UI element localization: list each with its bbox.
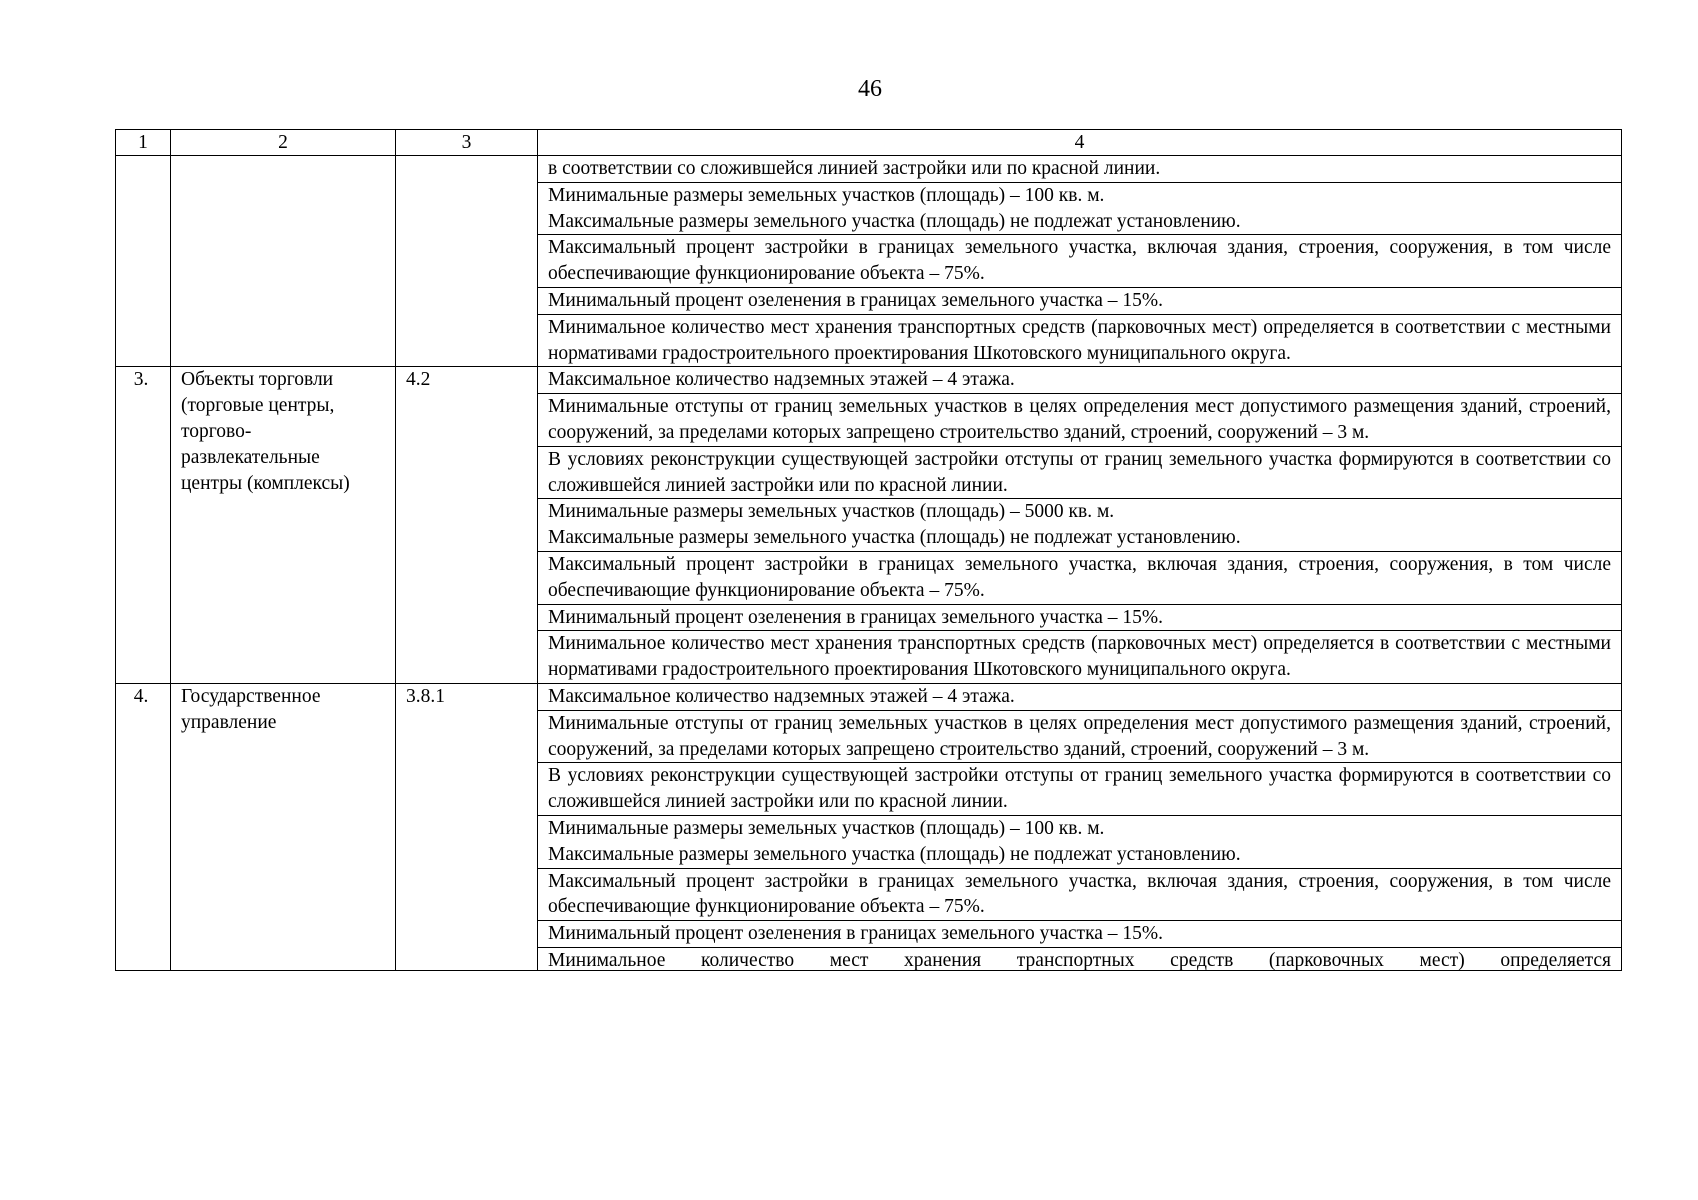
parameter-cell: Минимальные отступы от границ земельных участков в целях определения мест допустимого размещения зданий, строений, сооружений, за пределами которых запрещено строительство зданий, строений, сооружений – 3 м. — [538, 710, 1622, 763]
parameter-line: Минимальные размеры земельных участков (площадь) – 5000 кв. м. — [548, 501, 1115, 523]
header-cell: 1 — [116, 130, 171, 156]
parameter-cell: Максимальный процент застройки в границах земельного участка, включая здания, строения, сооружения, в том числе обеспечивающие функционирование объекта – 75%. — [538, 868, 1622, 921]
parameter-cell — [538, 815, 1622, 868]
parameter-cell: Минимальный процент озеленения в границах земельного участка – 15%. — [538, 604, 1622, 631]
regulations-table — [115, 129, 1622, 971]
parameter-line: Максимальные размеры земельного участка (площадь) не подлежат установлению. — [548, 527, 1241, 549]
parameter-cell: Максимальный процент застройки в границах земельного участка, включая здания, строения, сооружения, в том числе обеспечивающие функционирование объекта – 75%. — [538, 235, 1622, 288]
parameter-cell: В условиях реконструкции существующей застройки отступы от границ земельного участка формируются в соответствии со сложившейся линией застройки или по красной линии. — [538, 763, 1622, 816]
code-cell — [396, 156, 538, 367]
table-header-row — [116, 130, 1622, 156]
name-cell — [171, 156, 396, 367]
parameter-text: Минимальное количество мест хранения транспортных средств (парковочных мест) определяется — [548, 949, 1611, 970]
parameter-cell — [538, 947, 1622, 970]
table-row — [116, 156, 1622, 183]
parameter-line: Минимальные размеры земельных участков (площадь) – 100 кв. м. — [548, 817, 1105, 839]
parameter-cell — [538, 499, 1622, 552]
parameter-line: Максимальные размеры земельного участка (площадь) не подлежат установлению. — [548, 843, 1241, 865]
parameter-cell: В условиях реконструкции существующей застройки отступы от границ земельного участка формируются в соответствии со сложившейся линией застройки или по красной линии. — [538, 446, 1622, 499]
table-row — [116, 683, 1622, 710]
parameter-cell: Минимальное количество мест хранения транспортных средств (парковочных мест) определяется в соответствии с местными нормативами градостроительного проектирования Шкотовского муниципального округа. — [538, 314, 1622, 367]
number-cell: 3. — [116, 367, 171, 684]
page-number: 46 — [858, 76, 882, 102]
number-cell: 4. — [116, 683, 171, 970]
parameter-cell: Максимальное количество надземных этажей – 4 этажа. — [538, 683, 1622, 710]
parameter-cell: Минимальный процент озеленения в границах земельного участка – 15%. — [538, 287, 1622, 314]
parameter-cell: в соответствии со сложившейся линией застройки или по красной линии. — [538, 156, 1622, 183]
parameter-cell: Максимальный процент застройки в границах земельного участка, включая здания, строения, сооружения, в том числе обеспечивающие функционирование объекта – 75%. — [538, 551, 1622, 604]
parameter-cell: Минимальные отступы от границ земельных участков в целях определения мест допустимого размещения зданий, строений, сооружений, за пределами которых запрещено строительство зданий, строений, сооружений – 3 м. — [538, 394, 1622, 447]
header-cell: 4 — [538, 130, 1622, 156]
parameter-cell: Максимальное количество надземных этажей – 4 этажа. — [538, 367, 1622, 394]
number-cell — [116, 156, 171, 367]
parameter-cell — [538, 182, 1622, 235]
parameter-cell: Минимальное количество мест хранения транспортных средств (парковочных мест) определяется в соответствии с местными нормативами градостроительного проектирования Шкотовского муниципального округа. — [538, 631, 1622, 684]
code-cell: 4.2 — [396, 367, 538, 684]
header-cell: 2 — [171, 130, 396, 156]
table-row — [116, 367, 1622, 394]
parameter-cell: Минимальный процент озеленения в границах земельного участка – 15%. — [538, 921, 1622, 948]
parameter-line: Минимальные размеры земельных участков (площадь) – 100 кв. м. — [548, 184, 1105, 206]
code-cell: 3.8.1 — [396, 683, 538, 970]
name-cell: Объекты торговли (торговые центры, торгово-развлекательные центры (комплексы) — [171, 367, 396, 684]
name-cell: Государственное управление — [171, 683, 396, 970]
header-cell: 3 — [396, 130, 538, 156]
parameter-line: Максимальные размеры земельного участка (площадь) не подлежат установлению. — [548, 210, 1241, 232]
